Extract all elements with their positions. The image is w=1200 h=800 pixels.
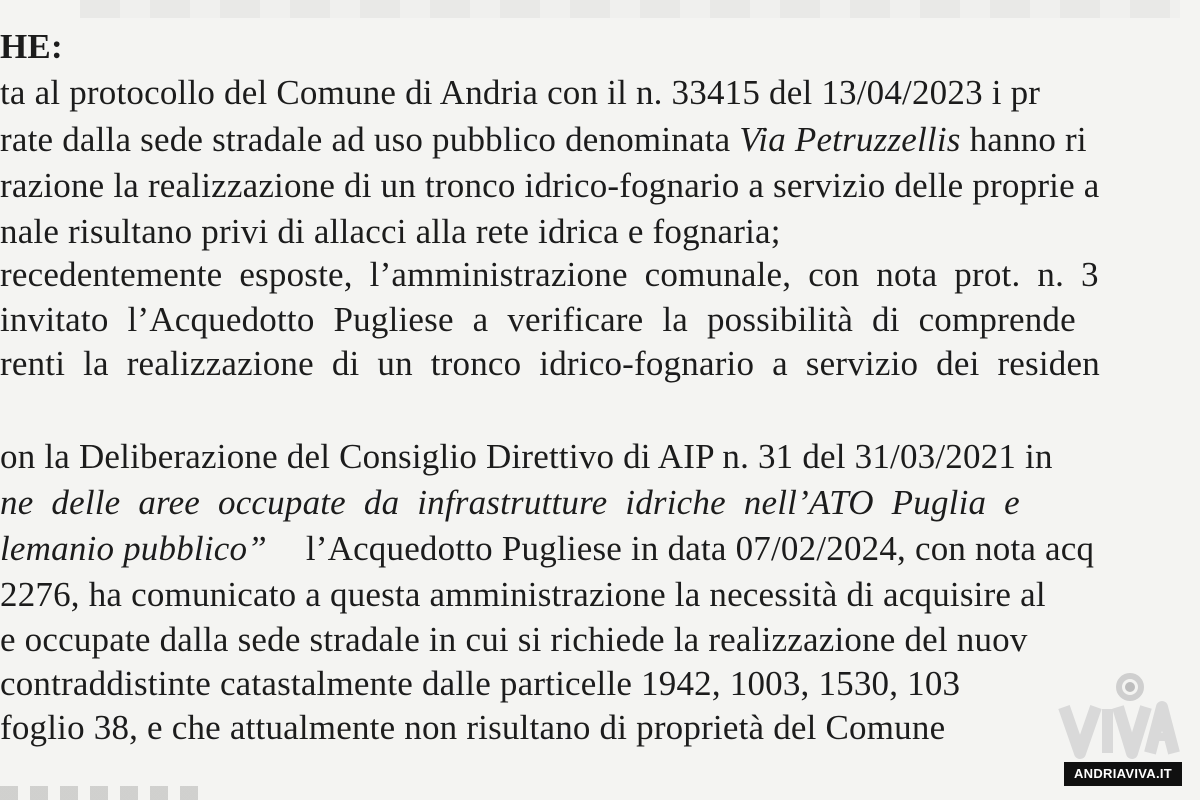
street-name: Via Petruzzellis — [739, 120, 961, 159]
text-line-10 — [0, 529, 1094, 569]
text-line-9: ne delle aree occupate da infrastrutture idriche nell’ATO Puglia e — [0, 483, 1020, 522]
faint-previous-line — [80, 0, 1180, 18]
andriaviva-logo — [1022, 655, 1182, 790]
text-line-8: on la Deliberazione del Consiglio Direttivo di AIP n. 31 del 31/03/2021 in — [0, 437, 1053, 476]
text-line-2 — [0, 120, 1087, 160]
faint-next-line — [0, 786, 200, 800]
text-line-10-rest: l’Acquedotto Pugliese in data 07/02/2024, con nota acq — [305, 529, 1095, 568]
text-line-5: recedentemente esposte, l’amministrazione comunale, con nota prot. n. 3 — [0, 255, 1099, 294]
text-line-1: ta al protocollo del Comune di Andria con il n. 33415 del 13/04/2023 i pr — [0, 73, 1041, 112]
text-line-3: razione la realizzazione di un tronco idrico-fognario a servizio delle proprie a — [0, 166, 1100, 205]
text-line-7: renti la realizzazione di un tronco idrico-fognario a servizio dei residen — [0, 344, 1100, 383]
text-line-12: e occupate dalla sede stradale in cui si richiede la realizzazione del nuov — [0, 620, 1028, 659]
section-heading: HE: — [0, 27, 63, 66]
text-line-2-start: rate dalla sede stradale ad uso pubblico denominata — [0, 120, 731, 159]
text-line-2-end: hanno ri — [969, 120, 1087, 159]
text-line-13: contraddistinte catastalmente dalle particelle 1942, 1003, 1530, 103 — [0, 664, 961, 703]
text-line-11: 2276, ha comunicato a questa amministrazione la necessità di acquisire al — [0, 575, 1046, 614]
text-line-10-italic: lemanio pubblico” — [0, 529, 267, 568]
text-line-14: foglio 38, e che attualmente non risultano di proprietà del Comune — [0, 708, 946, 747]
viva-wordmark-icon — [1022, 655, 1182, 765]
logo-caption: ANDRIAVIVA.IT — [1064, 762, 1182, 786]
text-line-4: nale risultano privi di allacci alla rete idrica e fognaria; — [0, 212, 781, 251]
text-line-6: invitato l’Acquedotto Pugliese a verificare la possibilità di comprende — [0, 300, 1076, 339]
